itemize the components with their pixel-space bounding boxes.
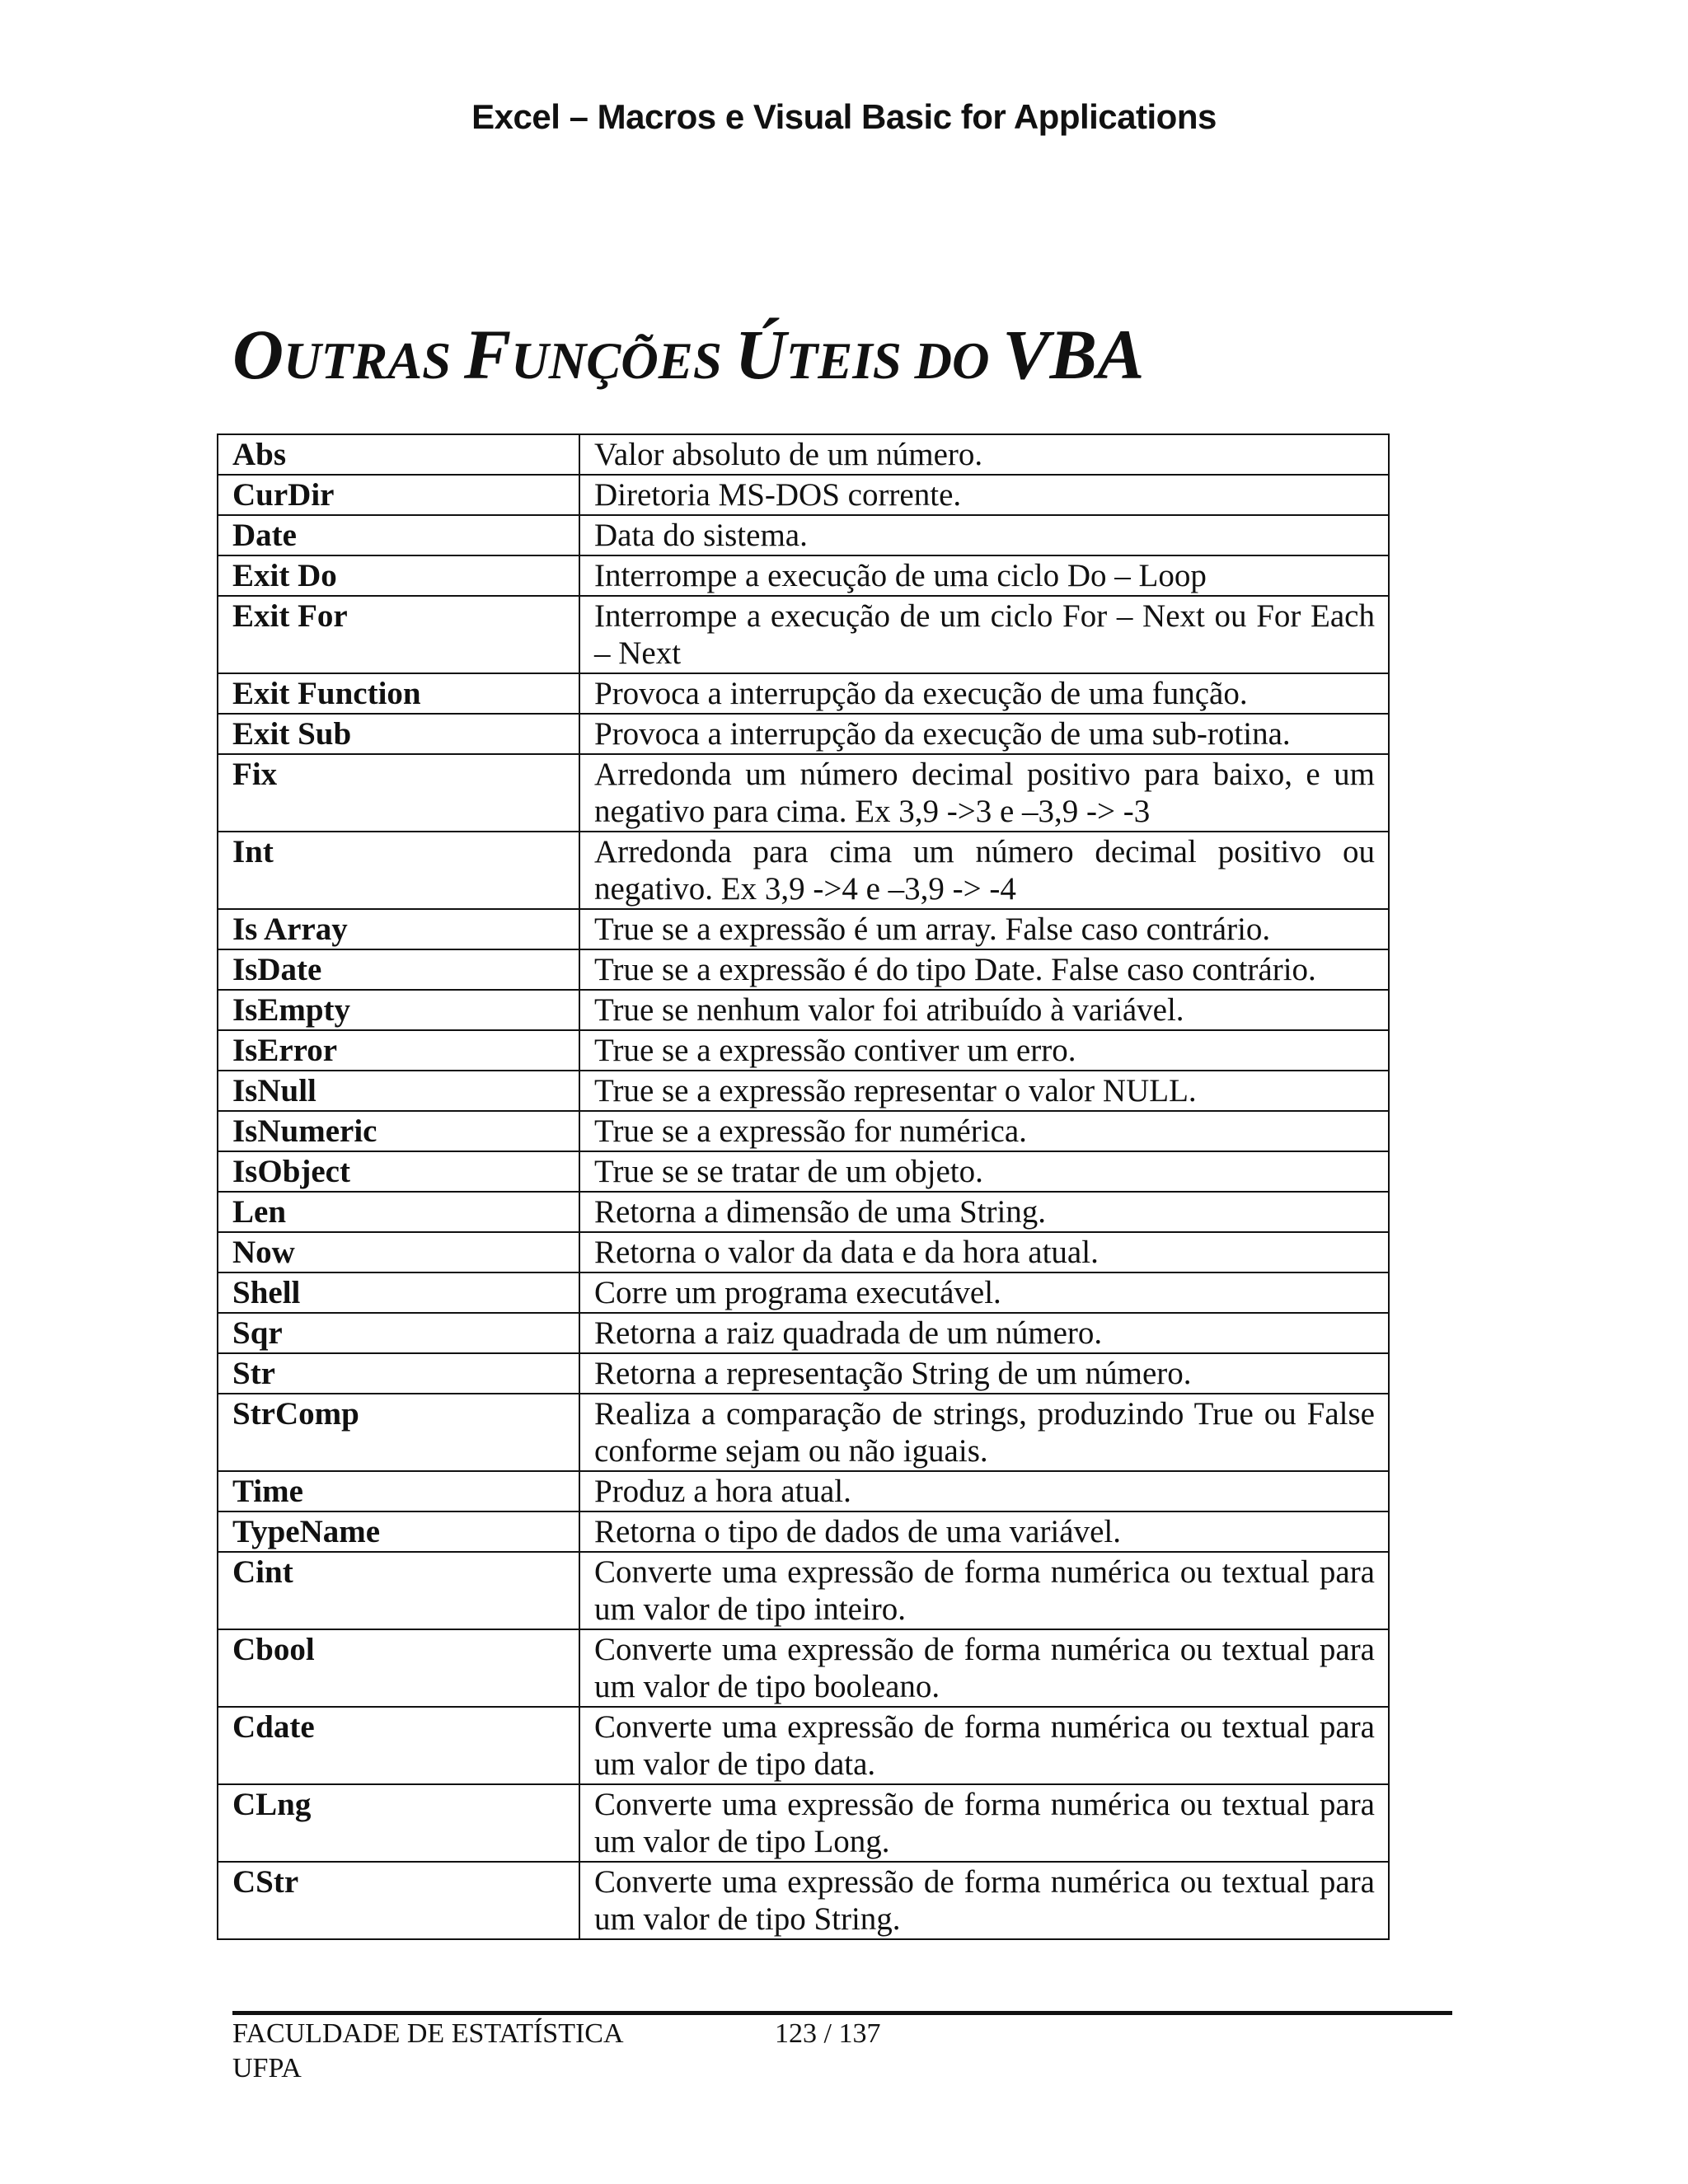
function-description: Arredonda um número decimal positivo para baixo, e um negativo para cima. Ex 3,9 ->3 e –3,9 -> -3 (579, 754, 1389, 832)
table-row (218, 1707, 1389, 1784)
section-title (232, 313, 1144, 402)
table-row (218, 1232, 1389, 1272)
function-description: Converte uma expressão de forma numérica ou textual para um valor de tipo booleano. (579, 1629, 1389, 1707)
table-row (218, 434, 1389, 475)
function-description: Provoca a interrupção da execução de uma função. (579, 673, 1389, 714)
function-description: Converte uma expressão de forma numérica ou textual para um valor de tipo String. (579, 1862, 1389, 1939)
table-row (218, 1784, 1389, 1862)
function-description: Arredonda para cima um número decimal positivo ou negativo. Ex 3,9 ->4 e –3,9 -> -4 (579, 832, 1389, 909)
function-description: True se a expressão é do tipo Date. False caso contrário. (579, 949, 1389, 990)
function-name: Abs (218, 434, 579, 475)
function-name: IsNumeric (218, 1111, 579, 1151)
title-initial: Ú (734, 315, 786, 394)
function-description: Converte uma expressão de forma numérica ou textual para um valor de tipo Long. (579, 1784, 1389, 1862)
function-name: Cbool (218, 1629, 579, 1707)
title-small-caps: UTRAS (284, 332, 464, 390)
table-row (218, 909, 1389, 949)
function-description: Realiza a comparação de strings, produzindo True ou False conforme sejam ou não iguais. (579, 1394, 1389, 1471)
title-initial: VBA (1002, 315, 1145, 394)
function-description: Corre um programa executável. (579, 1272, 1389, 1313)
table-row (218, 1111, 1389, 1151)
function-name: Date (218, 515, 579, 555)
title-initial: O (232, 315, 284, 394)
table-row (218, 832, 1389, 909)
function-name: IsError (218, 1030, 579, 1071)
function-description: Retorna a raiz quadrada de um número. (579, 1313, 1389, 1353)
table-row (218, 673, 1389, 714)
function-name: CurDir (218, 475, 579, 515)
functions-table (217, 434, 1390, 1940)
table-row (218, 1151, 1389, 1192)
function-description: True se a expressão for numérica. (579, 1111, 1389, 1151)
function-name: Exit Do (218, 555, 579, 596)
function-name: TypeName (218, 1511, 579, 1552)
function-name: Is Array (218, 909, 579, 949)
function-description: True se nenhum valor foi atribuído à variável. (579, 990, 1389, 1030)
table-row (218, 1471, 1389, 1511)
table-row (218, 1862, 1389, 1939)
function-name: Cint (218, 1552, 579, 1629)
table-row (218, 1313, 1389, 1353)
functions-table-body (218, 434, 1389, 1939)
function-name: IsObject (218, 1151, 579, 1192)
footer-divider (232, 2011, 1452, 2015)
page-header: Excel – Macros e Visual Basic for Applications (471, 97, 1217, 136)
function-description: Converte uma expressão de forma numérica ou textual para um valor de tipo data. (579, 1707, 1389, 1784)
function-description: Retorna a representação String de um número. (579, 1353, 1389, 1394)
table-row (218, 714, 1389, 754)
table-row (218, 1394, 1389, 1471)
function-name: IsNull (218, 1071, 579, 1111)
table-row (218, 515, 1389, 555)
function-description: Interrompe a execução de um ciclo For – Next ou For Each – Next (579, 596, 1389, 673)
table-row (218, 555, 1389, 596)
footer-university: UFPA (232, 2053, 302, 2083)
function-description: True se a expressão é um array. False caso contrário. (579, 909, 1389, 949)
function-description: Provoca a interrupção da execução de uma sub-rotina. (579, 714, 1389, 754)
function-description: Data do sistema. (579, 515, 1389, 555)
function-description: Interrompe a execução de uma ciclo Do – Loop (579, 555, 1389, 596)
function-description: Valor absoluto de um número. (579, 434, 1389, 475)
table-row (218, 1030, 1389, 1071)
function-name: Sqr (218, 1313, 579, 1353)
function-name: Fix (218, 754, 579, 832)
function-description: Retorna o tipo de dados de uma variável. (579, 1511, 1389, 1552)
function-description: True se a expressão contiver um erro. (579, 1030, 1389, 1071)
function-description: Retorna a dimensão de uma String. (579, 1192, 1389, 1232)
function-name: CStr (218, 1862, 579, 1939)
function-name: Exit Sub (218, 714, 579, 754)
function-description: True se a expressão representar o valor NULL. (579, 1071, 1389, 1111)
function-description: Produz a hora atual. (579, 1471, 1389, 1511)
function-name: Int (218, 832, 579, 909)
function-name: Time (218, 1471, 579, 1511)
footer-page-number: 123 / 137 (775, 2018, 881, 2049)
footer-institution: FACULDADE DE ESTATÍSTICA (232, 2018, 624, 2049)
table-row (218, 475, 1389, 515)
function-name: Exit For (218, 596, 579, 673)
function-name: Shell (218, 1272, 579, 1313)
function-description: Diretoria MS-DOS corrente. (579, 475, 1389, 515)
table-row (218, 1272, 1389, 1313)
title-initial: F (463, 315, 512, 394)
function-name: CLng (218, 1784, 579, 1862)
table-row (218, 754, 1389, 832)
function-name: Str (218, 1353, 579, 1394)
table-row (218, 1353, 1389, 1394)
function-name: IsEmpty (218, 990, 579, 1030)
table-row (218, 1071, 1389, 1111)
function-name: Now (218, 1232, 579, 1272)
table-row (218, 1511, 1389, 1552)
table-row (218, 1552, 1389, 1629)
table-row (218, 1629, 1389, 1707)
table-row (218, 949, 1389, 990)
function-name: StrComp (218, 1394, 579, 1471)
function-name: Exit Function (218, 673, 579, 714)
function-description: Converte uma expressão de forma numérica ou textual para um valor de tipo inteiro. (579, 1552, 1389, 1629)
table-row (218, 596, 1389, 673)
table-row (218, 990, 1389, 1030)
function-description: True se se tratar de um objeto. (579, 1151, 1389, 1192)
function-name: Cdate (218, 1707, 579, 1784)
title-small-caps: UNÇÕES (511, 332, 735, 390)
function-name: IsDate (218, 949, 579, 990)
function-name: Len (218, 1192, 579, 1232)
table-row (218, 1192, 1389, 1232)
title-small-caps: TEIS DO (785, 332, 1003, 390)
function-description: Retorna o valor da data e da hora atual. (579, 1232, 1389, 1272)
